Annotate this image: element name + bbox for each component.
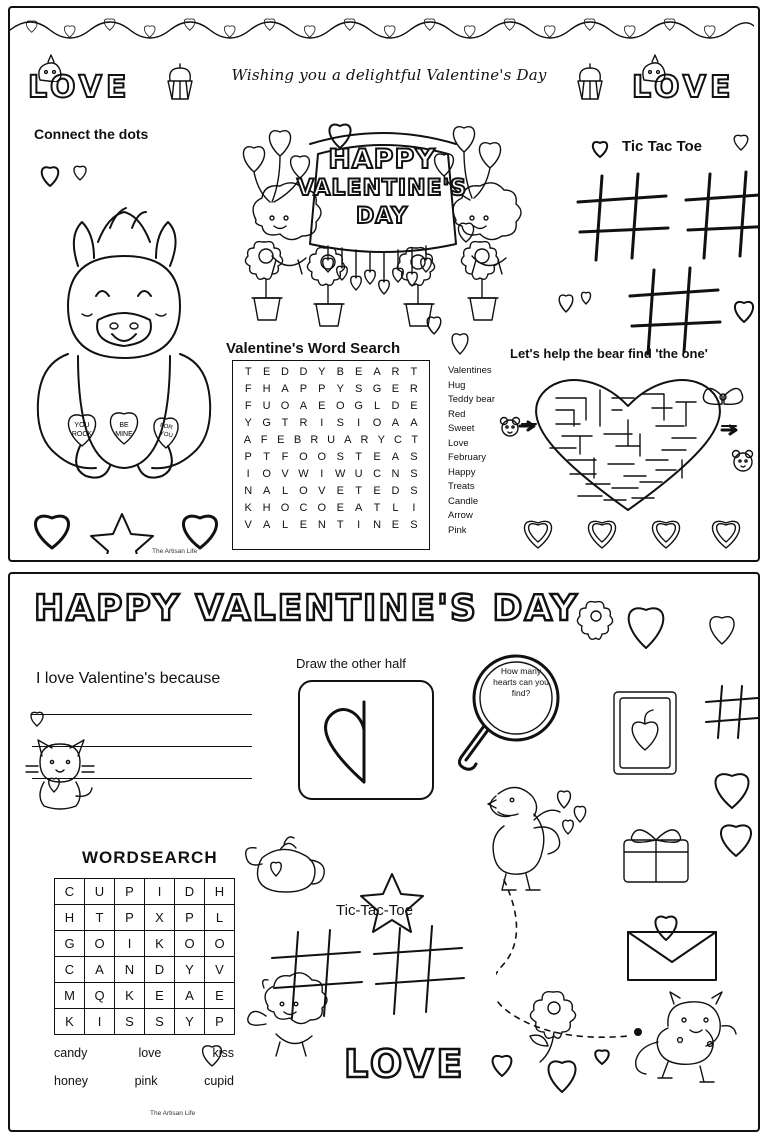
word-search-cell: B [336,366,344,378]
flower-doodle-top [570,592,624,642]
bottom-wordsearch-cell: P [115,905,145,931]
word-search-cell: R [360,434,369,446]
bottom-wordsearch-cell: T [85,905,115,931]
word-search-cell: L [281,485,289,497]
bottom-wordsearch-word: cupid [204,1074,234,1088]
bottom-wordsearch-cell: C [55,957,85,983]
bottom-wordsearch-label: WORDSEARCH [82,848,218,867]
draw-other-half-label: Draw the other half [296,656,406,671]
unicorn-head-icon [32,54,66,82]
bottom-wordsearch-row [55,905,235,931]
credit-top: The Artisan Life [152,548,198,555]
word-search-cell: R [299,417,308,429]
word-search-word: Valentines [448,365,492,376]
word-search-cell: U [354,468,363,480]
word-search-cell: O [335,400,345,412]
word-search-cell: A [344,434,352,446]
word-search-cell: A [243,434,252,446]
bottom-wordsearch-cell: N [115,957,145,983]
bottom-wordsearch-cell: H [205,879,235,905]
word-search-cell: P [318,383,326,395]
word-search-cell: L [281,519,289,531]
heart-doodle-top-center [322,118,362,152]
credit-bottom: The Artisan Life [150,1110,196,1117]
unicorn-coloring-figure [20,178,230,508]
flowerpot-doodles [236,234,536,344]
word-search-cell: F [244,383,252,395]
bear-icon-end [728,444,758,478]
word-search-word: Teddy bear [448,394,496,405]
bottom-ttt-board-2[interactable] [370,922,466,1020]
love-bubble-left-text: LOVE [28,70,131,105]
word-search-cell: N [317,519,326,531]
word-search-cell: T [373,502,381,514]
word-search-cell: C [299,502,308,514]
heart-doodle-right-2 [710,810,760,864]
word-search-cell: U [327,434,336,446]
bottom-wordsearch-word: love [138,1046,162,1060]
word-search-cell: E [318,400,326,412]
word-search-cell: Y [336,383,344,395]
maze-label: Let's help the bear find 'the one' [510,346,708,361]
word-search-cell: R [391,366,400,378]
word-search-cell: A [391,451,400,463]
bottom-wordsearch-cell: H [55,905,85,931]
word-search-word: Arrow [448,510,473,521]
bottom-wordsearch-cell: A [175,983,205,1009]
heart-doodle-left [24,706,54,730]
bottom-wordsearch-cell: P [175,905,205,931]
bottom-wordsearch-cell: O [205,931,235,957]
bear-icon-start [496,412,524,442]
tic-tac-toe-label: Tic Tac Toe [622,138,703,155]
bottom-wordsearch-cell: D [175,879,205,905]
word-search-cell: T [263,451,270,463]
dinosaur-doodle-2 [624,982,754,1102]
bottom-love-text: LOVE [344,1042,466,1086]
word-search-cell: N [244,485,253,497]
bottom-wordsearch-word: honey [54,1074,89,1088]
center-title-line2: VALENTINE'S [296,176,468,201]
word-search-word: Treats [448,481,475,492]
word-search-word: Love [448,437,469,449]
word-search-cell: E [336,485,344,497]
bottom-wordsearch-cell: I [85,1009,115,1035]
word-search-cell: F [281,451,289,463]
word-search-cell: T [355,485,362,497]
heart-doodles-bottom [480,1040,620,1110]
word-search-cell: O [280,400,290,412]
word-search-cell: B [293,434,302,446]
word-search-cell: A [373,366,381,378]
bottom-wordsearch-cell: S [145,1009,175,1035]
word-search-cell: E [299,519,308,531]
svg-text:ROCK: ROCK [71,431,93,438]
word-search-word: February [448,452,487,463]
word-search-row [239,501,423,516]
magnifier-line2: hearts can you [493,677,549,687]
word-search-row [239,518,423,533]
bottom-wordsearch-cell: I [115,931,145,957]
word-search-cell: T [411,434,419,446]
banner-text: Wishing you a delightful Valentine's Day [231,66,547,84]
heart-text-3: FOR [159,422,174,432]
word-search-word: Sweet [448,423,475,434]
word-search-cell: A [262,485,271,497]
bottom-wordsearch-cell: C [55,879,85,905]
word-search-cell: S [336,417,344,429]
word-search-row [239,467,423,482]
word-search-cell: C [373,468,382,480]
bottom-wordsearch-cell: P [115,879,145,905]
word-search-cell: H [262,502,271,514]
bottom-wordsearch-cell: Q [85,983,115,1009]
bottom-wordsearch-cell: K [115,983,145,1009]
bottom-wordsearch-cell: P [205,1009,235,1035]
word-search-cell: F [260,434,268,446]
cupid-lamb-doodle [242,972,338,1068]
word-search-cell: P [244,451,252,463]
word-search-cell: G [354,400,363,412]
cupcake-icon-left [160,60,200,104]
word-search-cell: A [262,519,271,531]
prompt-label: I love Valentine's because [36,670,221,687]
word-search-cell: I [357,417,361,429]
word-search-cell: T [281,417,289,429]
center-title-line1: HAPPY [328,144,436,175]
bottom-wordsearch-cell: D [145,957,175,983]
word-search-cell: O [299,485,308,497]
bottom-title: HAPPY VALENTINE'S DAY [34,588,579,629]
word-search-cell: E [410,400,418,412]
word-search-cell: S [336,451,344,463]
word-search-cell: Y [318,366,326,378]
half-heart-drawing [306,686,422,790]
word-search-cell: V [318,485,326,497]
word-search-cell: N [391,468,400,480]
word-search-cell: T [244,366,252,378]
word-search-row [239,416,423,431]
heart-doodle-right-mid [550,284,600,324]
word-search-cell: S [410,485,418,497]
bottom-wordsearch-cell: I [145,879,175,905]
word-search-word: Happy [448,466,476,478]
heart-doodles-top-right [610,594,760,674]
word-search-cell: O [317,451,327,463]
word-search-cell: A [391,417,400,429]
bottom-left-doodles [24,506,224,554]
teapot-doodle [240,820,336,900]
bottom-wordsearch-cell: U [85,879,115,905]
word-search-cell: D [391,485,400,497]
word-search-cell: A [281,383,289,395]
word-search-cell: R [409,383,418,395]
bottom-wordsearch-row [55,879,235,905]
heart-doodle-bottom-left [188,1026,248,1086]
bottom-wordsearch-cell: V [205,957,235,983]
word-search-cell: D [299,366,308,378]
word-search-row [239,450,423,465]
word-search-cell: T [336,519,344,531]
valentine-card-doodle [602,684,692,784]
heart-doodle-right-top [728,128,758,154]
word-search-word: Candle [448,495,479,507]
love-bubble-right-text: LOVE [632,70,735,105]
word-search-grid [232,360,430,550]
word-search-cell: S [410,451,418,463]
cat-doodle [20,722,100,812]
word-search-cell: O [299,451,308,463]
word-search-cell: A [410,417,418,429]
word-search-cell: G [372,383,382,395]
word-search-row [239,365,423,380]
word-search-cell: O [280,502,290,514]
tic-tac-toe-mini[interactable] [702,682,760,742]
svg-text:YOU: YOU [159,430,174,440]
word-search-word: Hug [448,379,466,391]
bottom-tic-tac-toe-label: Tic-Tac-Toe [336,902,413,919]
bottom-wordsearch-cell: S [115,1009,145,1035]
word-search-cell: I [412,502,416,514]
bottom-wordsearch-cell: X [145,905,175,931]
word-search-cell: E [336,502,344,514]
word-search-cell: K [244,502,252,514]
placemat-bottom [8,572,760,1132]
word-search-cell: I [357,519,361,531]
word-search-cell: Y [377,434,385,446]
heart-doodle-far-right [728,294,760,328]
bottom-title-wrap [34,588,594,629]
word-search-cell: A [354,502,363,514]
word-search-cell: D [281,366,289,378]
heart-doodle-right-1 [702,760,760,816]
word-search-cell: C [394,434,402,446]
bottom-wordsearch-word: candy [54,1046,88,1060]
word-search-cell: E [373,451,381,463]
word-search-cell: G [262,417,271,429]
word-search-cell: E [262,366,271,378]
bottom-wordsearch-row [55,957,235,983]
bottom-wordsearch-cell: E [205,983,235,1009]
bottom-wordsearch-cell: Y [175,957,205,983]
bottom-wordsearch-cell: G [55,931,85,957]
word-search-cell: W [335,468,346,480]
placemat-top [8,6,760,562]
word-search-cell: L [373,400,381,412]
word-search-cell: W [298,468,309,480]
center-title-line3: DAY [355,204,409,229]
word-search-cell: E [354,366,363,378]
word-search-cell: F [244,400,252,412]
word-search-row [239,484,423,499]
word-search-cell: H [262,383,271,395]
word-search-row [239,433,423,448]
tic-tac-toe-board-2[interactable] [680,168,760,264]
magnifier-text [488,666,554,699]
word-search-word: Pink [448,524,467,536]
magnifier-line3: find? [511,688,531,698]
tic-tac-toe-board-1[interactable] [572,170,672,266]
heart-text-1: YOU [74,422,90,429]
word-search-cell: S [354,383,363,395]
bottom-wordsearch-grid [54,878,235,1035]
unicorn-head-icon-right [636,54,670,82]
word-search-word: Red [448,408,466,420]
word-search-cell: I [320,468,324,480]
word-search-cell: A [299,400,308,412]
word-search-label: Valentine's Word Search [226,340,401,357]
word-search-cell: S [410,468,418,480]
svg-text:MINE: MINE [115,431,133,438]
word-search-cell: S [410,519,418,531]
heart-text-2: BE [119,422,129,429]
heart-icon-tictactoe [588,136,614,160]
word-search-cell: E [277,434,285,446]
word-search-row [239,399,423,414]
bottom-wordsearch-cell: K [55,1009,85,1035]
word-search-cell: I [246,468,250,480]
word-search-cell: D [391,400,400,412]
word-search-cell: V [281,468,289,480]
cupcake-icon-right [570,60,610,104]
word-search-cell: Y [244,417,252,429]
bottom-wordsearch-cell: O [175,931,205,957]
connect-the-dots-label: Connect the dots [34,126,149,142]
word-search-row [239,382,423,397]
word-search-cell: E [391,519,400,531]
heart-doodle-cluster-center [420,308,480,368]
word-search-cell: E [373,485,381,497]
word-search-cell: O [317,502,327,514]
heart-row-bottom-right [510,508,750,556]
word-search-cell: V [244,519,252,531]
bottom-wordsearch-cell: Y [175,1009,205,1035]
writing-line-1[interactable] [32,714,252,715]
heart-garland [10,10,754,46]
word-search-cell: O [262,468,271,480]
bottom-wordsearch-cell: M [55,983,85,1009]
word-search-cell: P [299,383,308,395]
word-search-cell: L [392,502,399,514]
word-search-cell: R [310,434,319,446]
magnifier-line1: How many [500,666,542,676]
bottom-wordsearch-cell: K [145,931,175,957]
bottom-wordsearch-cell: A [85,957,115,983]
bottom-wordsearch-word: pink [134,1074,158,1088]
word-search-cell: O [372,417,382,429]
bottom-wordsearch-row [55,983,235,1009]
word-search-cell: T [410,366,418,378]
word-search-cell: U [262,400,271,412]
word-search-cell: N [373,519,382,531]
bow-doodle [700,378,746,418]
bottom-wordsearch-cell: L [205,905,235,931]
bottom-wordsearch-cell: O [85,931,115,957]
bottom-wordsearch-word: kiss [212,1046,234,1060]
bottom-wordsearch-row [55,931,235,957]
bottom-wordsearch-cell: E [145,983,175,1009]
word-search-cell: T [355,451,362,463]
word-search-cell: I [320,417,324,429]
word-search-cell: E [391,383,400,395]
bottom-love-wrap [344,1042,466,1086]
